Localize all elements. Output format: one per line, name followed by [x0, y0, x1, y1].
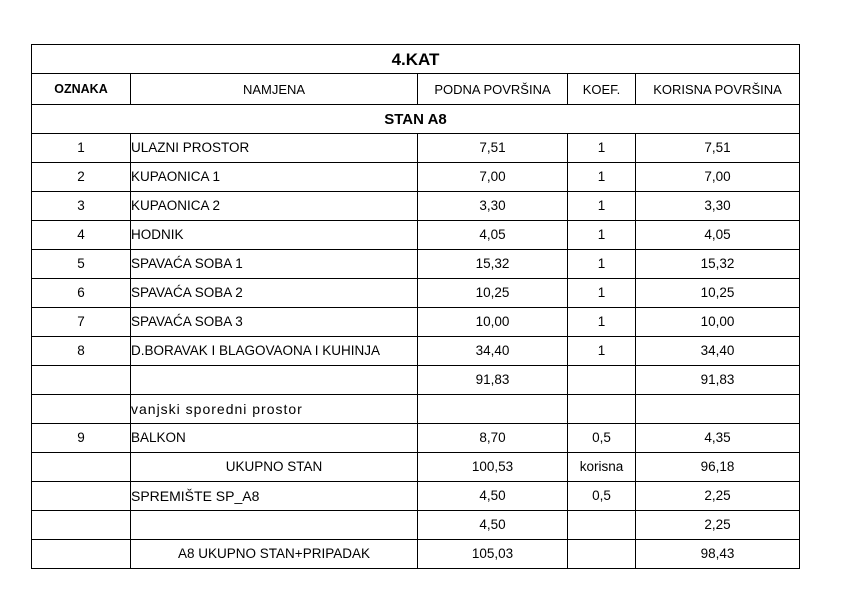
table-row	[32, 424, 800, 453]
cell-namjena: SPAVAĆA SOBA 2	[131, 279, 418, 308]
subtotal-row	[32, 366, 800, 395]
cell-empty	[131, 366, 418, 395]
subtotal-korisna: 91,83	[636, 366, 800, 395]
cell-korisna: 7,00	[636, 163, 800, 192]
cell-empty	[568, 540, 636, 569]
cell-empty	[32, 511, 131, 540]
table-row	[32, 482, 800, 511]
cell-koef: 0,5	[568, 424, 636, 453]
total-stan-label: UKUPNO STAN	[131, 453, 418, 482]
subtotal-podna: 4,50	[418, 511, 568, 540]
cell-namjena: D.BORAVAK I BLAGOVAONA I KUHINJA	[131, 337, 418, 366]
subtotal-korisna: 2,25	[636, 511, 800, 540]
cell-korisna: 10,25	[636, 279, 800, 308]
cell-korisna: 4,35	[636, 424, 800, 453]
total-stan-row	[32, 453, 800, 482]
outdoor-label: vanjski sporedni prostor	[131, 395, 418, 424]
table-row	[32, 221, 800, 250]
cell-empty	[568, 366, 636, 395]
total-stan-podna: 100,53	[418, 453, 568, 482]
cell-oznaka: 3	[32, 192, 131, 221]
header-namjena: NAMJENA	[131, 74, 418, 105]
total-stan-koef: korisna	[568, 453, 636, 482]
header-koef: KOEF.	[568, 74, 636, 105]
cell-namjena: ULAZNI PROSTOR	[131, 134, 418, 163]
subtotal-podna: 91,83	[418, 366, 568, 395]
area-table	[31, 44, 800, 569]
cell-oznaka: 9	[32, 424, 131, 453]
cell-korisna: 10,00	[636, 308, 800, 337]
cell-empty	[131, 511, 418, 540]
table-row	[32, 279, 800, 308]
grand-total-korisna: 98,43	[636, 540, 800, 569]
cell-empty	[568, 511, 636, 540]
cell-namjena: KUPAONICA 2	[131, 192, 418, 221]
cell-koef: 1	[568, 221, 636, 250]
table-row	[32, 192, 800, 221]
cell-namjena: KUPAONICA 1	[131, 163, 418, 192]
header-oznaka: OZNAKA	[32, 74, 131, 105]
cell-korisna: 2,25	[636, 482, 800, 511]
section-row	[32, 105, 800, 134]
table-row	[32, 308, 800, 337]
cell-namjena: SPREMIŠTE SP_A8	[131, 482, 418, 511]
cell-oznaka: 8	[32, 337, 131, 366]
section-title: STAN A8	[32, 105, 800, 134]
cell-empty	[32, 453, 131, 482]
cell-korisna: 34,40	[636, 337, 800, 366]
cell-korisna: 3,30	[636, 192, 800, 221]
outdoor-label-row	[32, 395, 800, 424]
cell-koef: 1	[568, 308, 636, 337]
cell-oznaka: 6	[32, 279, 131, 308]
cell-podna: 7,51	[418, 134, 568, 163]
cell-podna: 3,30	[418, 192, 568, 221]
cell-korisna: 4,05	[636, 221, 800, 250]
cell-namjena: SPAVAĆA SOBA 3	[131, 308, 418, 337]
cell-oznaka: 7	[32, 308, 131, 337]
header-row	[32, 74, 800, 105]
cell-empty	[32, 540, 131, 569]
cell-podna: 7,00	[418, 163, 568, 192]
cell-oznaka: 1	[32, 134, 131, 163]
header-podna: PODNA POVRŠINA	[418, 74, 568, 105]
cell-koef: 0,5	[568, 482, 636, 511]
cell-namjena: SPAVAĆA SOBA 1	[131, 250, 418, 279]
cell-namjena: HODNIK	[131, 221, 418, 250]
cell-podna: 15,32	[418, 250, 568, 279]
cell-koef: 1	[568, 134, 636, 163]
subtotal-row	[32, 511, 800, 540]
grand-total-row	[32, 540, 800, 569]
cell-koef: 1	[568, 192, 636, 221]
table-row	[32, 134, 800, 163]
cell-oznaka: 5	[32, 250, 131, 279]
cell-empty	[32, 366, 131, 395]
cell-oznaka: 2	[32, 163, 131, 192]
cell-podna: 10,00	[418, 308, 568, 337]
cell-podna: 8,70	[418, 424, 568, 453]
grand-total-podna: 105,03	[418, 540, 568, 569]
title-row	[32, 45, 800, 74]
cell-empty	[32, 482, 131, 511]
total-stan-korisna: 96,18	[636, 453, 800, 482]
cell-podna: 34,40	[418, 337, 568, 366]
cell-koef: 1	[568, 250, 636, 279]
cell-podna: 4,05	[418, 221, 568, 250]
header-korisna: KORISNA POVRŠINA	[636, 74, 800, 105]
cell-korisna: 7,51	[636, 134, 800, 163]
cell-empty	[636, 395, 800, 424]
cell-koef: 1	[568, 279, 636, 308]
table-row	[32, 250, 800, 279]
cell-namjena: BALKON	[131, 424, 418, 453]
table-title: 4.KAT	[32, 45, 800, 74]
table-row	[32, 337, 800, 366]
cell-korisna: 15,32	[636, 250, 800, 279]
grand-total-label: A8 UKUPNO STAN+PRIPADAK	[131, 540, 418, 569]
cell-podna: 4,50	[418, 482, 568, 511]
cell-koef: 1	[568, 163, 636, 192]
cell-podna: 10,25	[418, 279, 568, 308]
cell-koef: 1	[568, 337, 636, 366]
cell-empty	[418, 395, 568, 424]
table-row	[32, 163, 800, 192]
cell-empty	[568, 395, 636, 424]
cell-oznaka: 4	[32, 221, 131, 250]
cell-empty	[32, 395, 131, 424]
